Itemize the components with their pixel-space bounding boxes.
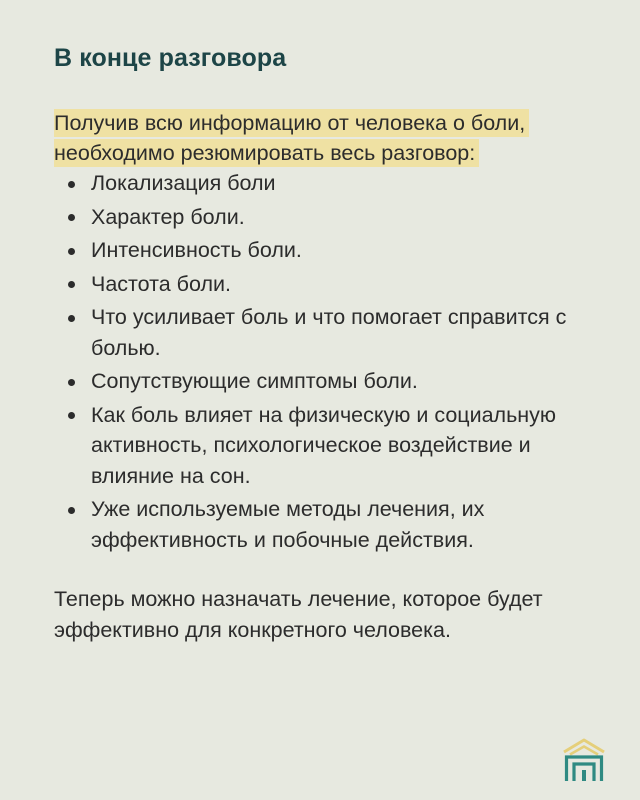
house-columns-logo-icon: [561, 737, 607, 783]
bullet-icon: [68, 507, 75, 514]
list-item: [54, 235, 614, 266]
slide-content: [54, 40, 614, 645]
list-item: [54, 366, 614, 397]
bullet-icon: [68, 281, 75, 288]
list-item: [54, 202, 614, 233]
list-item-text: Как боль влияет на физическую и социальную активность, психологическое воздействие и влияние на сон.: [91, 402, 557, 488]
bullet-icon: [68, 412, 75, 419]
list-item: [54, 302, 614, 363]
list-item-text: Характер боли.: [91, 204, 245, 229]
outro-paragraph: Теперь можно назначать лечение, которое будет эффективно для конкретного человека.: [54, 587, 543, 642]
bullet-icon: [68, 214, 75, 221]
list-item: [54, 494, 614, 555]
list-item: [54, 168, 614, 199]
list-item-text: Сопутствующие симптомы боли.: [91, 369, 418, 393]
logo-roof-inner: [570, 747, 598, 755]
highlighted-intro-text: Получив всю информацию от человека о боли, необходимо резюмировать весь разговор:: [54, 109, 529, 167]
list-item-text: Частота боли.: [91, 271, 231, 296]
list-item-text: Локализация боли: [91, 171, 276, 195]
bullet-icon: [68, 248, 75, 255]
list-item: [54, 269, 614, 300]
bullet-icon: [68, 379, 75, 386]
bullet-icon: [68, 315, 75, 322]
list-item: [54, 400, 614, 492]
list-item-text: Что усиливает боль и что помогает справится с болью.: [91, 305, 567, 360]
intro-paragraph: [54, 108, 614, 168]
summary-list: [54, 168, 614, 555]
page-title: В конце разговора: [54, 44, 287, 72]
bullet-icon: [68, 181, 75, 188]
logo-center-column: [582, 770, 586, 781]
list-item-text: Уже используемые методы лечения, их эффективность и побочные действия.: [91, 497, 485, 552]
list-item-text: Интенсивность боли.: [91, 238, 302, 262]
